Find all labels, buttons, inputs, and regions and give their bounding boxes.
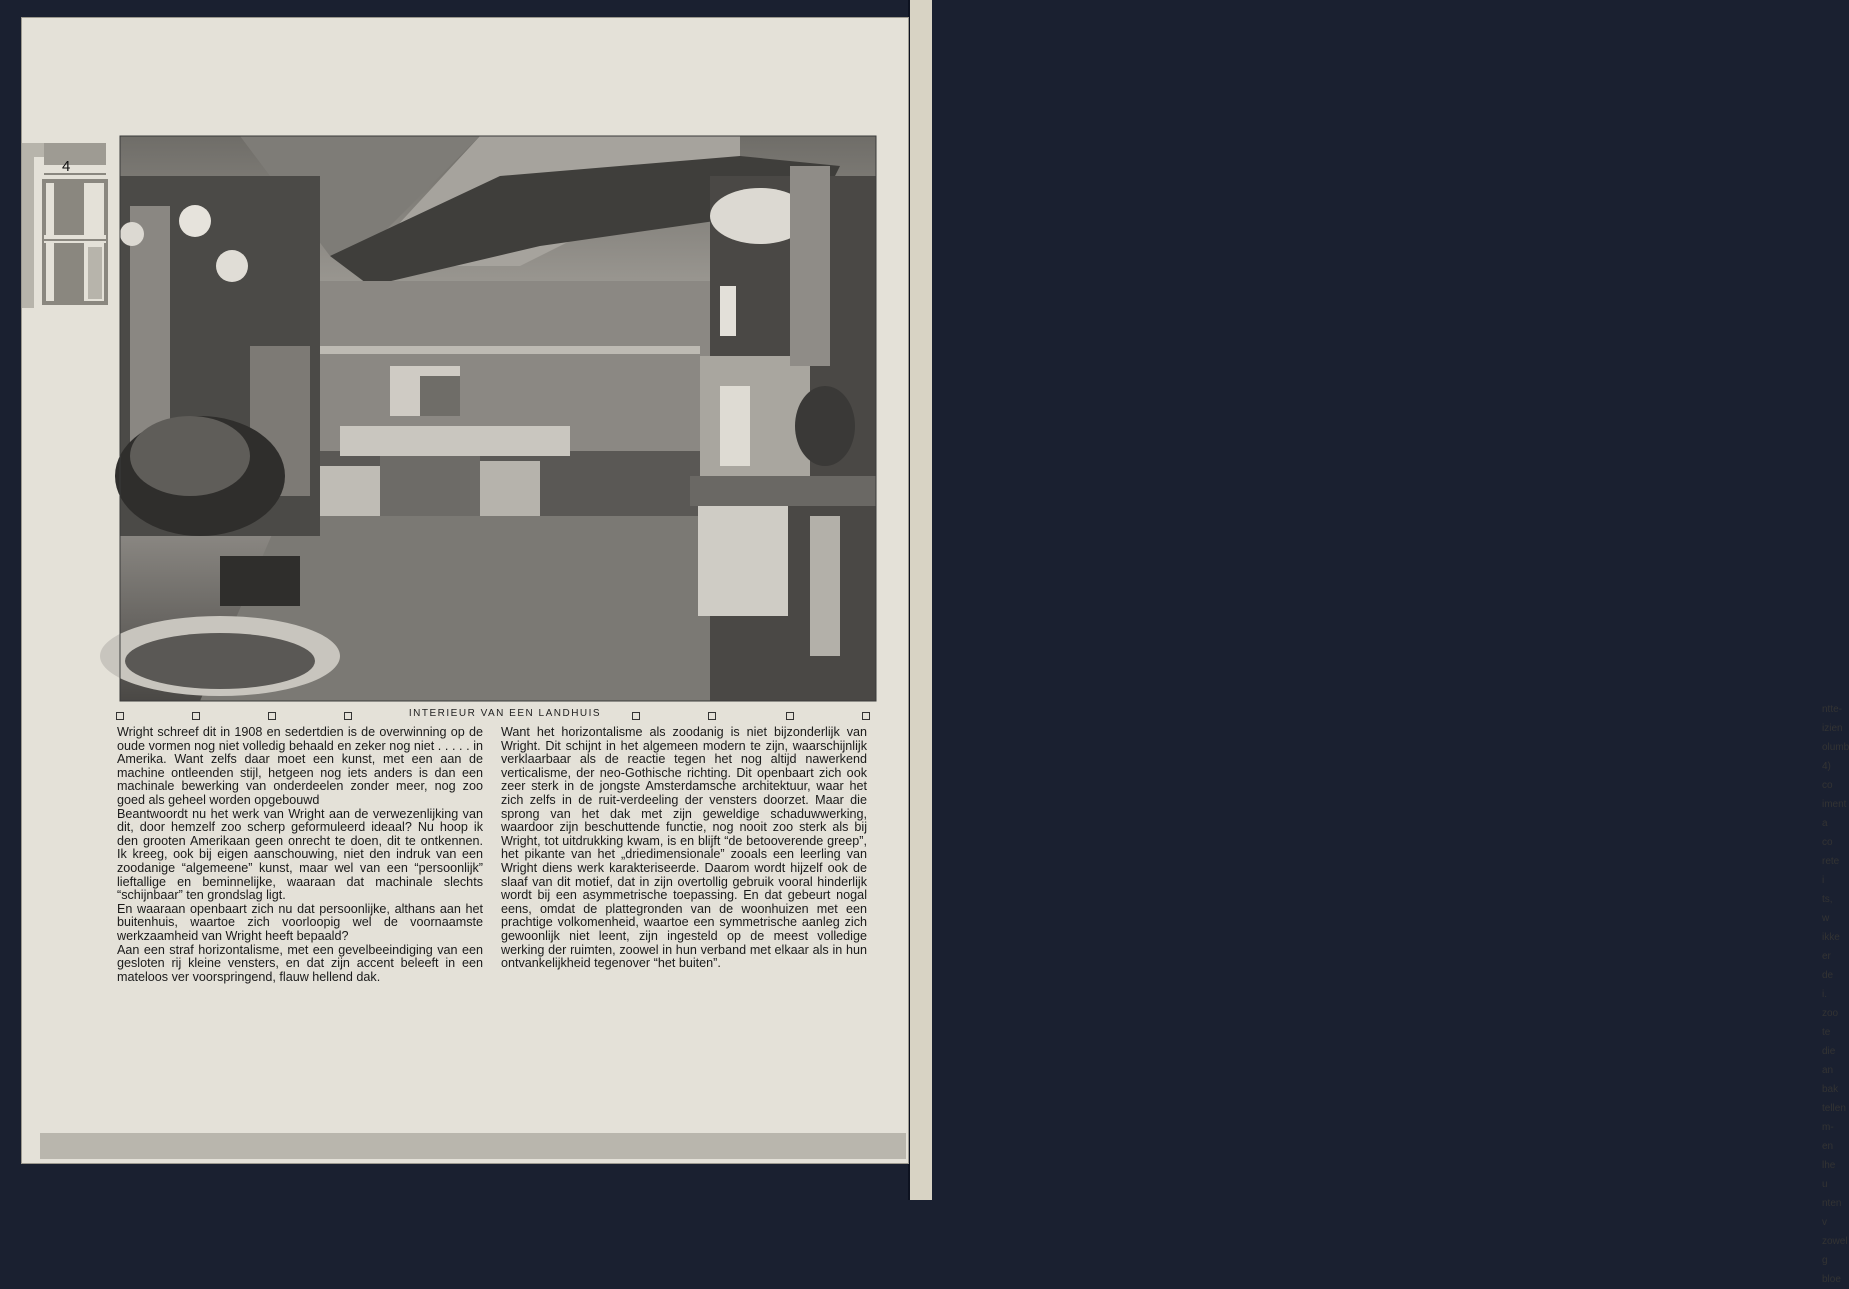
adjacent-page-fragment: ntte- <box>1822 704 1843 715</box>
adjacent-page <box>908 0 1849 1285</box>
paragraph: Wright schreef dit in 1908 en sedertdien is de overwinning op de oude vormen nog niet volledig behaald en zeker nog niet . . . . . in Amerika. Want zelfs daar moet een kunst, met een aan de machine ontleenden stijl, hetgeen nog iets anders is dan een machinale bewerking van onderdeelen zonder meer, nog zoo goed als geheel worden opgebouwd <box>117 725 483 807</box>
adjacent-page-fragment: nten v <box>1822 1198 1842 1228</box>
caption-square-icon <box>786 712 794 720</box>
page-number: 4 <box>62 158 71 175</box>
paragraph: En waaraan openbaart zich nu dat persoonlijke, althans aan het buitenhuis, waartoe zich voorloopig wel de voornaamste werkzaamheid van Wright heeft bepaald? <box>117 901 483 943</box>
text-column-right <box>501 726 867 971</box>
adjacent-page-fragment: m- en <box>1822 1122 1834 1152</box>
interior-photograph <box>120 136 876 701</box>
adjacent-page-fragment: zowel <box>1822 1236 1848 1247</box>
adjacent-page-fragment: izien <box>1822 723 1843 734</box>
adjacent-page-fragment: 4) co <box>1822 761 1833 791</box>
adjacent-page-fragment: rete i <box>1822 856 1840 886</box>
page-edge-shadow <box>40 1133 906 1159</box>
adjacent-page-fragment: an bak <box>1822 1065 1839 1095</box>
text-column-left <box>117 726 483 984</box>
adjacent-page-fragment: a co <box>1822 818 1833 848</box>
adjacent-page-fragment: te die <box>1822 1027 1836 1057</box>
caption-square-icon <box>116 712 124 720</box>
adjacent-page-fragment: ikke <box>1822 932 1840 943</box>
adjacent-page-fragment: ts, w <box>1822 894 1833 924</box>
magazine-page <box>22 18 908 1163</box>
paragraph: Want het horizontalisme als zoodanig is niet bijzonderlijk van Wright. Dit schijnt in het algemeen modern te zijn, waarschijnlijk verklaarbaar als de reactie tegen het nog altijd nawerkend verticalisme, der neo-Gothische richting. Dit openbaart zich ook zeer sterk in de jongste Amsterdamsche architektuur, waar het zich zelfs in de ruit-verdeeling der vensters doorzet. Maar die sprong van het dak met zijn geweldige schaduwwerking, waardoor zijn beschuttende functie, nog nooit zoo sterk als bij Wright, tot uitdrukking kwam, is en blijft “de betooverende greep”, het pikante van het „driedimensionale” zooals een leerling van Wright diens werk karakteriseerde. Daarom wordt hijzelf ook de slaaf van dit motief, dat in zijn overtollig gebruik vooral hinderlijk wordt bij een asymmetrische toepassing. En dat gebeurt nogal eens, omdat de plattegronden van de woonhuizen met een prachtige volkomenheid, waartoe een symmetrische aanleg zich gewoonlijk niet leent, zijn ingesteld op de meest volledige werking der ruimten, zoowel in hun verband met elkaar als in hun ontvankelijkheid tegenover “het buiten”. <box>501 725 867 971</box>
adjacent-page-fragment: iment <box>1822 799 1847 810</box>
paragraph: Beantwoordt nu het werk van Wright aan de verwezenlijking van dit, door hemzelf zoo scherp geformuleerd ideaal? Nu hoop ik den grooten Amerikaan geen onrecht te doen, dit te ontkennen. Ik kreeg, ook bij eigen aanschouwing, niet den indruk van een zoodanige “algemeene” kunst, maar wel van een “persoonlijk” lieftallige en beminnelijke, waaraan dat machinale slechts “schijnbaar” ten grondslag ligt. <box>117 806 483 903</box>
caption-square-icon <box>344 712 352 720</box>
caption-square-icon <box>192 712 200 720</box>
paragraph: Aan een straf horizontalisme, met een gevelbeeindiging van een gesloten rij kleine vensters, en dat zijn accent beleeft in een mateloos ver voorspringend, flauw hellend dak. <box>117 942 483 984</box>
adjacent-page-fragment: tellen <box>1822 1103 1846 1114</box>
caption-square-icon <box>268 712 276 720</box>
adjacent-page-fragment: g bloe <box>1822 1255 1841 1285</box>
adjacent-page-text <box>1822 700 1849 1285</box>
photo-caption: INTERIEUR VAN EEN LANDHUIS <box>382 708 628 719</box>
caption-square-icon <box>708 712 716 720</box>
adjacent-page-fragment: i. zoo <box>1822 989 1839 1019</box>
adjacent-page-fragment: lhe u <box>1822 1160 1836 1190</box>
adjacent-page-fragment: er de <box>1822 951 1834 981</box>
caption-row <box>116 708 882 724</box>
adjacent-page-fragment: olumb <box>1822 742 1849 753</box>
caption-square-icon <box>862 712 870 720</box>
caption-square-icon <box>632 712 640 720</box>
